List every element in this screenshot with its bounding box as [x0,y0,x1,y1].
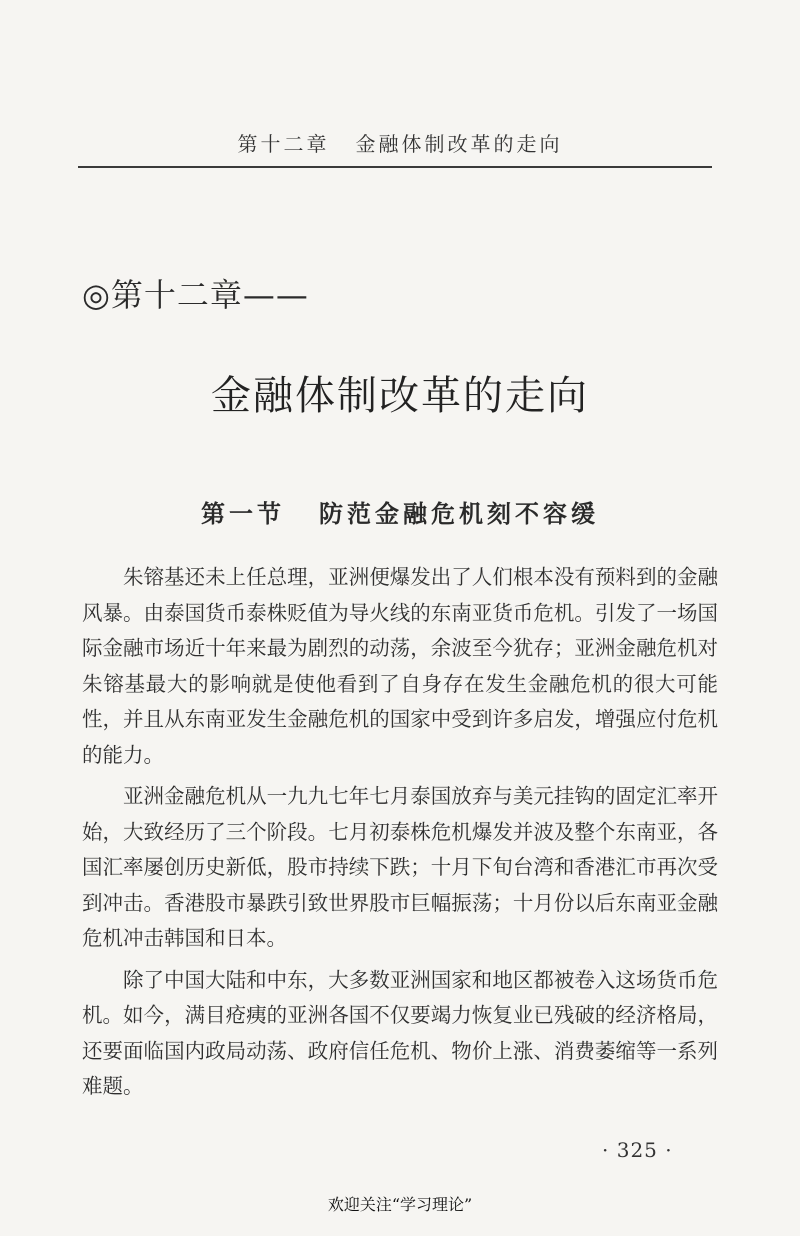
chapter-label: ◎第十二章—— [82,276,309,314]
section-heading [0,494,800,529]
section-number: 第一节 [201,500,285,528]
paragraph: 亚洲金融危机从一九九七年七月泰国放弃与美元挂钩的固定汇率开始，大致经历了三个阶段。七月初泰株危机爆发并波及整个东南亚，各国汇率屡创历史新低，股市持续下跌；十月下旬台湾和香港汇市再次受到冲击。香港股市暴跌引致世界股市巨幅振荡；十月份以后东南亚金融危机冲击韩国和日本。 [82,784,718,950]
running-header [0,128,800,157]
running-header-chapter: 第十二章 [237,132,330,156]
chapter-title: 金融体制改革的走向 [211,373,589,419]
page-number: · 325 · [602,1138,673,1162]
paragraph: 除了中国大陆和中东，大多数亚洲国家和地区都被卷入这场货币危机。如今，满目疮痍的亚洲各国不仅要竭力恢复业已残破的经济格局，还要面临国内政局动荡、政府信任危机、物价上涨、消费萎缩等一系列难题。 [82,967,718,1098]
body-text [82,560,718,1111]
header-rule [78,166,712,168]
running-header-title: 金融体制改革的走向 [355,132,563,156]
section-title: 防范金融危机刻不容缓 [319,500,599,528]
paragraph: 朱镕基还未上任总理，亚洲便爆发出了人们根本没有预料到的金融风暴。由泰国货币泰株贬值为导火线的东南亚货币危机。引发了一场国际金融市场近十年来最为剧烈的动荡，余波至今犹存；亚洲金融危机对朱镕基最大的影响就是使他看到了自身存在发生金融危机的很大可能性，并且从东南亚发生金融危机的国家中受到许多启发，增强应付危机的能力。 [82,565,718,767]
footer-note: 欢迎关注“学习理论” [327,1195,473,1214]
